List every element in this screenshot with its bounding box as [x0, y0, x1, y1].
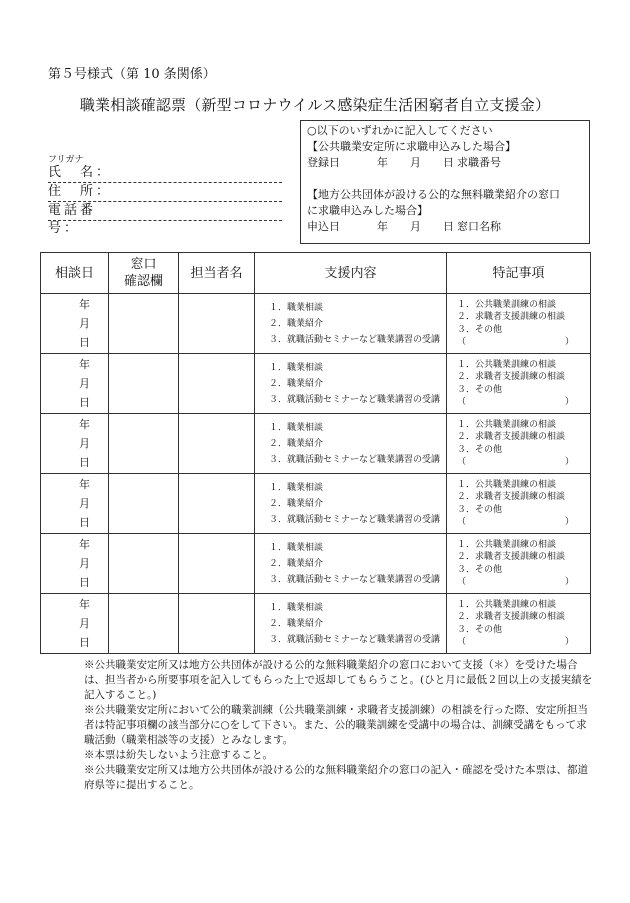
special-option: １．公共職業訓練の相談 [457, 419, 557, 430]
hw-fields[interactable] [307, 155, 583, 171]
table-row [41, 354, 591, 414]
month-label: 月 [79, 437, 90, 450]
hw-field-label: 年 [377, 156, 388, 169]
support-option: １．職業相談 [269, 482, 324, 493]
special-option: ２．求職者支援訓練の相談 [457, 312, 566, 322]
window-check-cell[interactable] [109, 474, 179, 534]
header-window [109, 253, 179, 294]
lg-heading: 【地方公共団体が設ける公的な無料職業紹介の窓口 [307, 188, 560, 201]
special-option: １．公共職業訓練の相談 [457, 359, 557, 370]
date-cell[interactable] [41, 534, 109, 594]
year-label: 年 [79, 418, 90, 431]
staff-cell[interactable] [179, 594, 255, 654]
table-row [41, 474, 591, 534]
support-cell[interactable] [255, 354, 447, 414]
window-check-cell[interactable] [109, 534, 179, 594]
special-option: ２．求職者支援訓練の相談 [457, 432, 566, 442]
staff-cell[interactable] [179, 474, 255, 534]
window-check-cell[interactable] [109, 354, 179, 414]
special-option: １．公共職業訓練の相談 [457, 539, 557, 550]
special-cell[interactable] [447, 594, 591, 654]
note-item [84, 658, 594, 703]
date-cell[interactable] [41, 474, 109, 534]
support-option: ２．職業紹介 [269, 318, 324, 329]
special-option: ２．求職者支援訓練の相談 [457, 492, 566, 502]
special-option: ２．求職者支援訓練の相談 [457, 552, 566, 562]
note-item [84, 703, 594, 748]
support-cell[interactable] [255, 414, 447, 474]
furigana-label: フリガナ [48, 155, 84, 165]
lg-field-label: 月 [410, 220, 421, 233]
day-label: 日 [79, 336, 90, 349]
table-row [41, 534, 591, 594]
lg-heading-cont: に求職申込みした場合】 [307, 204, 428, 217]
consultation-table [40, 252, 591, 654]
special-option: ３．その他 [457, 384, 503, 395]
date-cell[interactable] [41, 414, 109, 474]
support-cell[interactable] [255, 474, 447, 534]
month-label: 月 [79, 617, 90, 630]
year-label: 年 [79, 538, 90, 551]
name-field[interactable] [48, 164, 282, 183]
staff-cell[interactable] [179, 354, 255, 414]
support-option: １．職業相談 [269, 302, 324, 313]
special-option: ３．その他 [457, 564, 503, 575]
note-item [84, 748, 594, 763]
staff-cell[interactable] [179, 414, 255, 474]
lg-field-label: 申込日 [307, 220, 340, 233]
name-label: 氏 名： [48, 165, 113, 180]
note-text: ※公共職業安定所又は地方公共団体が設ける公的な無料職業紹介の窓口の記入・確認を受けた本票は、都道府県等に提出すること。 [84, 764, 588, 791]
phone-field[interactable] [48, 202, 282, 236]
year-label: 年 [79, 298, 90, 311]
special-option: ３．その他 [457, 444, 503, 455]
lg-field-label: 窓口名称 [457, 220, 501, 233]
support-option: ３．就職活動セミナーなど職業講習の受講 [269, 394, 441, 405]
instruction-box [300, 120, 590, 244]
header-window-line1: 窓口 [130, 257, 157, 272]
special-option: １．公共職業訓練の相談 [457, 599, 557, 610]
year-label: 年 [79, 358, 90, 371]
lg-fields[interactable] [307, 219, 583, 235]
special-option: （ ） [457, 577, 575, 587]
support-option: ２．職業紹介 [269, 378, 324, 389]
day-label: 日 [79, 636, 90, 649]
month-label: 月 [79, 557, 90, 570]
hw-heading: 【公共職業安定所に求職申込みした場合】 [307, 140, 516, 153]
support-option: ２．職業紹介 [269, 618, 324, 629]
header-window-line2: 確認欄 [123, 274, 163, 289]
hw-field-label: 月 [410, 156, 421, 169]
page-title: 職業相談確認票（新型コロナウイルス感染症生活困窮者自立支援金） [79, 96, 551, 114]
window-check-cell[interactable] [109, 294, 179, 354]
header-support: 支援内容 [255, 253, 447, 294]
table-header-row [41, 253, 591, 294]
special-option: ２．求職者支援訓練の相談 [457, 372, 566, 382]
day-label: 日 [79, 576, 90, 589]
header-special: 特記事項 [447, 253, 591, 294]
special-option: １．公共職業訓練の相談 [457, 479, 557, 490]
special-option: ３．その他 [457, 504, 503, 515]
window-check-cell[interactable] [109, 414, 179, 474]
special-option: （ ） [457, 517, 575, 527]
window-check-cell[interactable] [109, 594, 179, 654]
year-label: 年 [79, 478, 90, 491]
note-text: ※公共職業安定所又は地方公共団体が設ける公的な無料職業紹介の窓口において支援（＊）を受けた場合は、担当者から所要事項を記入してもらった上で返却してもらうこと。(ひと月に最低２回以上の支援実績を記入すること。) [84, 659, 593, 701]
table-row [41, 414, 591, 474]
note-text: ※本票は紛失しないよう注意すること。 [84, 749, 273, 761]
support-option: ２．職業紹介 [269, 558, 324, 569]
instruction-line: ○以下のいずれかに記入してください [307, 124, 493, 137]
special-option: （ ） [457, 397, 575, 407]
phone-label: 電話番号： [48, 203, 97, 236]
address-field[interactable] [48, 183, 282, 202]
staff-cell[interactable] [179, 294, 255, 354]
support-cell[interactable] [255, 294, 447, 354]
support-option: ３．就職活動セミナーなど職業講習の受講 [269, 454, 441, 465]
header-date: 相談日 [41, 253, 109, 294]
day-label: 日 [79, 396, 90, 409]
hw-field-label: 日 [443, 156, 454, 169]
support-option: １．職業相談 [269, 362, 324, 373]
day-label: 日 [79, 456, 90, 469]
special-option: ２．求職者支援訓練の相談 [457, 612, 566, 622]
header-staff: 担当者名 [179, 253, 255, 294]
special-cell[interactable] [447, 534, 591, 594]
special-cell[interactable] [447, 414, 591, 474]
month-label: 月 [79, 377, 90, 390]
support-option: ２．職業紹介 [269, 438, 324, 449]
support-option: １．職業相談 [269, 602, 324, 613]
date-cell[interactable] [41, 294, 109, 354]
special-option: ３．その他 [457, 324, 503, 335]
support-option: ３．就職活動セミナーなど職業講習の受講 [269, 574, 441, 585]
support-cell[interactable] [255, 534, 447, 594]
special-option: （ ） [457, 337, 575, 347]
special-cell[interactable] [447, 474, 591, 534]
date-cell[interactable] [41, 594, 109, 654]
table-row [41, 294, 591, 354]
table-row [41, 594, 591, 654]
hw-field-label: 求職番号 [457, 156, 501, 169]
date-cell[interactable] [41, 354, 109, 414]
note-item [84, 763, 594, 793]
notes-section [84, 658, 594, 793]
support-option: ２．職業紹介 [269, 498, 324, 509]
lg-field-label: 日 [443, 220, 454, 233]
special-option: ３．その他 [457, 624, 503, 635]
support-option: ３．就職活動セミナーなど職業講習の受講 [269, 514, 441, 525]
hw-field-label: 登録日 [307, 156, 340, 169]
month-label: 月 [79, 497, 90, 510]
lg-field-label: 年 [377, 220, 388, 233]
note-text: ※公共職業安定所において公的職業訓練（公共職業訓練・求職者支援訓練）の相談を行った際、安定所担当者は特記事項欄の該当部分に○をして下さい。また、公的職業訓練を受講中の場合は、訓練受講をもって求職活動（職業相談等の支援）とみなします。 [84, 704, 588, 746]
year-label: 年 [79, 598, 90, 611]
form-number: 第５号様式（第 10 条関係） [48, 67, 216, 82]
special-option: （ ） [457, 457, 575, 467]
special-cell[interactable] [447, 354, 591, 414]
support-option: １．職業相談 [269, 422, 324, 433]
month-label: 月 [79, 317, 90, 330]
staff-cell[interactable] [179, 534, 255, 594]
support-option: １．職業相談 [269, 542, 324, 553]
support-option: ３．就職活動セミナーなど職業講習の受講 [269, 334, 441, 345]
special-option: （ ） [457, 637, 575, 647]
special-option: １．公共職業訓練の相談 [457, 299, 557, 310]
support-option: ３．就職活動セミナーなど職業講習の受講 [269, 634, 441, 645]
day-label: 日 [79, 516, 90, 529]
special-cell[interactable] [447, 294, 591, 354]
support-cell[interactable] [255, 594, 447, 654]
address-label: 住 所： [48, 184, 113, 199]
